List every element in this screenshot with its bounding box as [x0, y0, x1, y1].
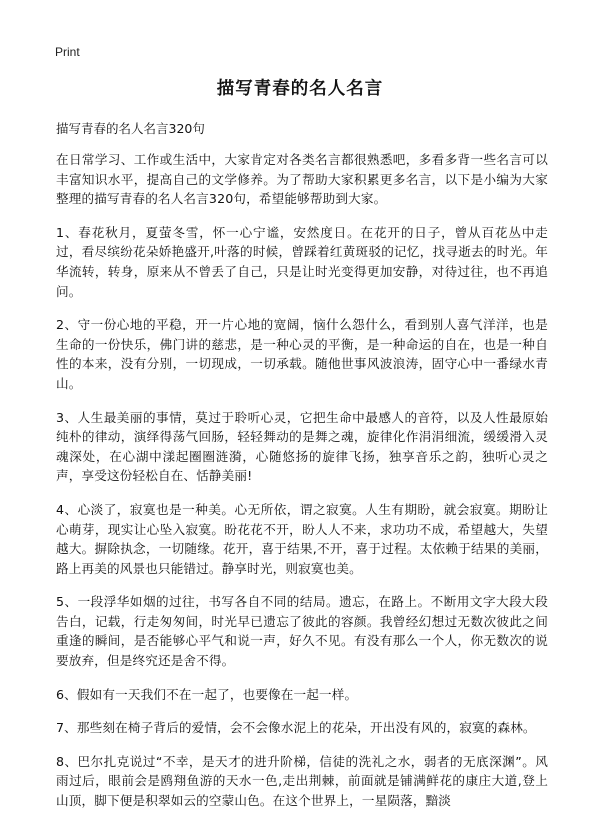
quote-paragraph: 7、那些刻在椅子背后的爱情，会不会像水泥上的花朵，开出没有风的，寂寞的森林。 — [56, 720, 536, 736]
page-title: 描写青春的名人名言 — [216, 79, 384, 99]
quote-paragraph: 3、人生最美丽的事情，莫过于聆听心灵，它把生命中最感人的音符，以及人性最原始纯朴的律动，演绎得荡气回肠，轻轻舞动的是舞之魂，旋律化作涓涓细流，缓缓滑入灵魂深处，在心湖中漾起圈圈涟漪，心随悠扬的旋律飞扬，独享音乐之韵，独听心灵之声，享受这份轻松自在、恬静美丽! — [56, 409, 548, 484]
quote-paragraph: 4、心淡了，寂寞也是一种美。心无所依，谓之寂寞。人生有期盼，就会寂寞。期盼让心萌芽，现实让心坠入寂寞。盼花花不开，盼人人不来，求功功不成，希望越大，失望越大。摒除执念，一切随缘。花开，喜于结果,不开，喜于过程。太依赖于结果的美丽，路上再美的风景也只能错过。静享时光，则寂寞也美。 — [56, 501, 548, 576]
document-subtitle: 描写青春的名人名言320句 — [56, 121, 205, 136]
article-body — [56, 150, 548, 811]
quote-paragraph: 2、守一份心地的平稳，开一片心地的宽阔，恼什么怨什么，看到别人喜气洋洋，也是生命的一份快乐，佛门讲的慈悲，是一种心灵的平衡，是一种命运的自在，也是一种自性的本来，没有分别，一切现成，一切承载。随他世事风波浪涛，固守心中一番绿水青山。 — [56, 317, 548, 391]
quote-paragraph: 6、假如有一天我们不在一起了，也要像在一起一样。 — [56, 686, 358, 702]
intro-paragraph: 在日常学习、工作或生活中，大家肯定对各类名言都很熟悉吧，多看多背一些名言可以丰富知识水平，提高自己的文学修养。为了帮助大家积累更多名言，以下是小编为大家整理的描写青春的名人名言320句，希望能够帮助到大家。 — [56, 152, 548, 207]
print-link[interactable]: Print — [55, 45, 80, 59]
quote-paragraph: 8、巴尔扎克说过“不幸，是天才的进升阶梯，信徒的洗礼之水，弱者的无底深渊”。风雨过后，眼前会是鸥翔鱼游的天水一色,走出荆棘，前面就是铺满鲜花的康庄大道,登上山顶，脚下便是积翠如云的空蒙山色。在这个世界上，一星陨落，黯淡 — [56, 753, 548, 809]
quote-paragraph: 1、春花秋月，夏萤冬雪，怀一心宁谧，安然度日。在花开的日子，曾从百花丛中走过，看尽缤纷花朵娇艳盛开,叶落的时候，曾踩着红黄斑驳的记忆，找寻逝去的时光。年华流转，转身，原来从不曾丢了自己，只是让时光变得更加安静，对待过往，也不再追问。 — [56, 224, 548, 299]
quote-paragraph: 5、一段浮华如烟的过往，书写各自不同的结局。遗忘，在路上。不断用文字大段大段告白，记载，行走匆匆间，时光早已遗忘了彼此的容颜。我曾经幻想过无数次彼此之间重逢的瞬间，是否能够心平气和说一声，好久不见。有没有那么一个人，你无数次的说要放弃，但是终究还是舍不得。 — [56, 594, 548, 669]
